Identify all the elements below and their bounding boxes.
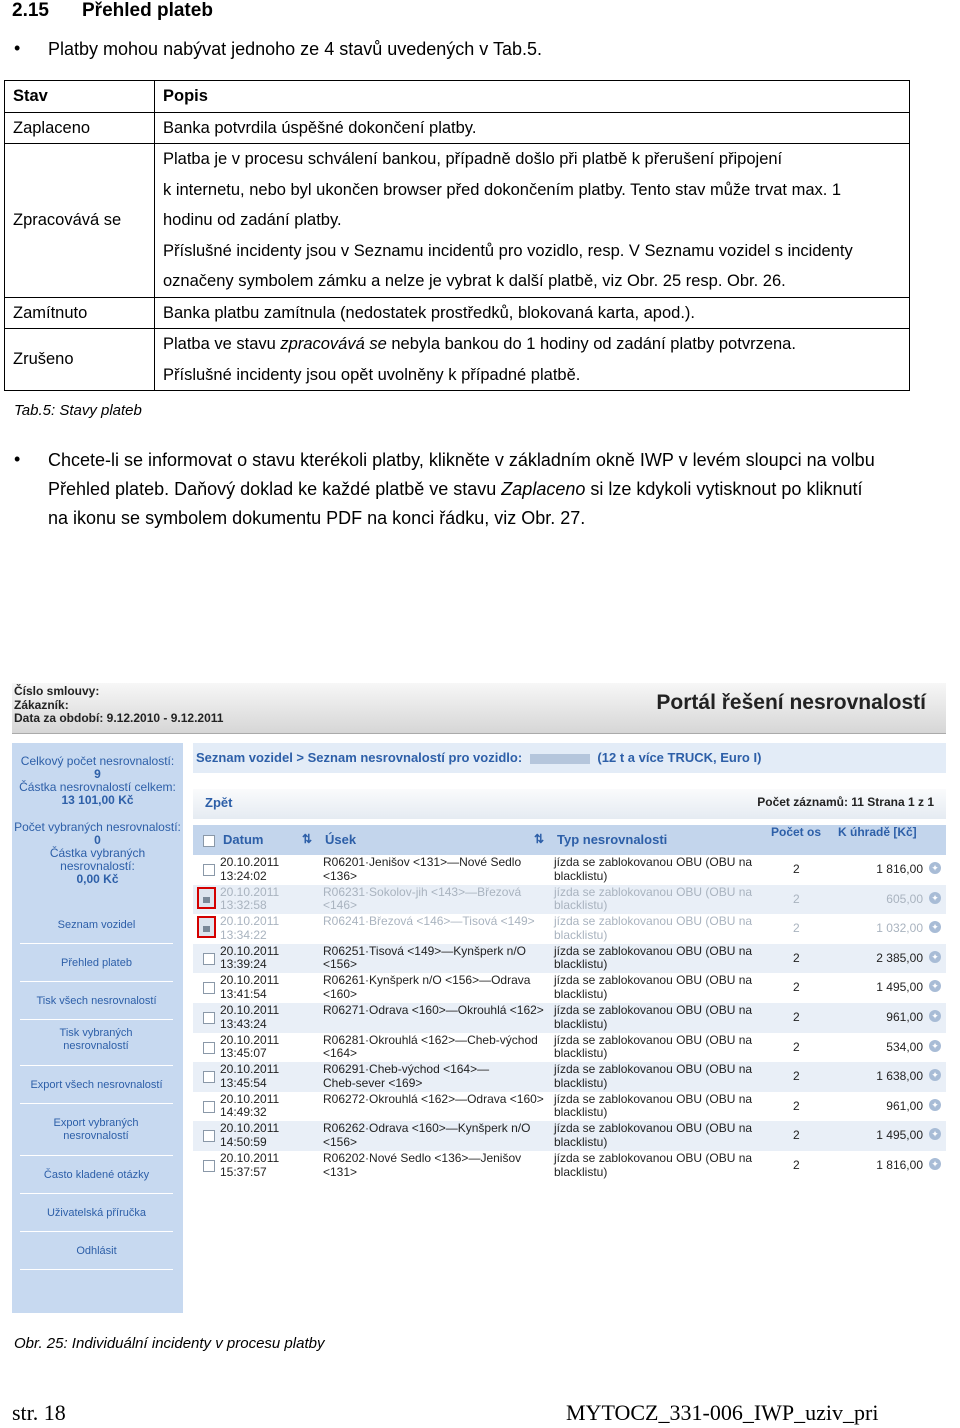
row-axles: 2 — [793, 921, 800, 936]
state-cell: Zamítnuto — [5, 297, 155, 329]
row-datetime: 20.10.2011 13:34:22 — [220, 914, 280, 942]
bullet-text-1: Platby mohou nabývat jednoho ze 4 stavů uvedených v Tab.5. — [48, 39, 542, 59]
sidebar-item-payments[interactable]: Přehled plateb — [61, 957, 132, 969]
row-type: jízda se zablokovanou OBU (OBU na blacklistu) — [554, 914, 753, 942]
row-datetime: 20.10.2011 14:49:32 — [220, 1091, 280, 1120]
column-section[interactable]: Úsek — [325, 832, 357, 847]
row-amount: 1 816,00 — [876, 1158, 923, 1172]
row-section: R06231·Sokolov-jih <143>—Březová <146> — [323, 884, 522, 913]
row-type: jízda se zablokovanou OBU (OBU na blacklistu) — [554, 1091, 753, 1120]
row-type: jízda se zablokovanou OBU (OBU na blacklistu) — [554, 943, 753, 972]
row-datetime: 20.10.2011 13:39:24 — [220, 943, 280, 972]
table-row[interactable] — [193, 944, 946, 974]
row-datetime: 20.10.2011 13:24:02 — [220, 855, 280, 883]
row-axles: 2 — [793, 1098, 800, 1113]
row-checkbox[interactable] — [203, 1130, 215, 1142]
bullet-text-2: Chcete-li se informovat o stavu kterékoli platby, klikněte v základním okně IWP v levém sloupci na volbu Přehled plateb. Daňový doklad ke každé platbě ve stavu Zaplaceno si lze kdykoli vytisknout po kliknutí na ikonu se symbolem dokumentu PDF na konci řádku, viz Obr. 27. — [48, 450, 875, 528]
table-row[interactable] — [193, 855, 946, 885]
row-action-icon[interactable]: ✦ — [929, 1099, 941, 1111]
row-amount: 1 816,00 — [876, 862, 923, 876]
row-axles: 2 — [793, 1128, 800, 1143]
row-axles: 2 — [793, 1069, 800, 1084]
row-datetime: 20.10.2011 13:45:07 — [220, 1032, 280, 1061]
table-row — [5, 297, 910, 329]
row-action-icon[interactable]: ✦ — [929, 1010, 941, 1022]
column-axles[interactable]: Počet os — [771, 825, 822, 839]
row-type: jízda se zablokovanou OBU (OBU na blacklistu) — [554, 855, 753, 883]
state-cell: Zaplaceno — [5, 112, 155, 144]
row-action-icon[interactable]: ✦ — [929, 1128, 941, 1140]
sort-icon[interactable]: ⇅ — [534, 832, 545, 846]
row-action-icon[interactable]: ✦ — [929, 862, 941, 874]
row-datetime: 20.10.2011 13:43:24 — [220, 1003, 280, 1031]
table-row[interactable] — [193, 1151, 946, 1181]
row-amount: 961,00 — [886, 1010, 923, 1024]
table-caption: Tab.5: Stavy plateb — [14, 402, 142, 419]
table-row — [5, 112, 910, 144]
back-button[interactable]: Zpět — [205, 795, 233, 810]
table-row — [5, 329, 910, 391]
table-row[interactable] — [193, 1121, 946, 1151]
sort-icon[interactable]: ⇅ — [302, 832, 313, 846]
row-type: jízda se zablokovanou OBU (OBU na blacklistu) — [554, 884, 753, 913]
select-all-checkbox[interactable] — [203, 835, 215, 847]
state-cell: Zpracovává se — [5, 144, 155, 298]
table-row[interactable] — [193, 1033, 946, 1063]
row-datetime: 20.10.2011 13:41:54 — [220, 973, 280, 1001]
main-panel — [193, 743, 946, 1183]
row-action-icon[interactable]: ✦ — [929, 1158, 941, 1170]
row-datetime: 20.10.2011 13:45:54 — [220, 1062, 280, 1090]
row-axles: 2 — [793, 1010, 800, 1024]
row-section: R06272·Okrouhlá <162>—Odrava <160> — [323, 1091, 544, 1106]
row-datetime: 20.10.2011 14:50:59 — [220, 1121, 280, 1149]
row-section: R06281·Okrouhlá <162>—Cheb-východ <164> — [323, 1032, 538, 1061]
figure-caption: Obr. 25: Individuální incidenty v procesu platby — [14, 1335, 325, 1352]
row-action-icon[interactable]: ✦ — [929, 980, 941, 992]
sidebar-item-manual[interactable]: Uživatelská příručka — [46, 1207, 147, 1219]
sidebar-item-export-selected[interactable]: Export vybraných nesrovnalostí — [53, 1117, 139, 1142]
table-header — [193, 825, 946, 855]
row-section: R06202·Nové Sedlo <136>—Jenišov <131> — [323, 1151, 522, 1179]
row-datetime: 20.10.2011 15:37:57 — [220, 1151, 280, 1179]
record-count: Počet záznamů: 11 Strana 1 z 1 — [757, 795, 934, 809]
column-type[interactable]: Typ nesrovnalosti — [557, 832, 668, 847]
row-checkbox[interactable] — [203, 1042, 215, 1054]
row-amount: 961,00 — [886, 1098, 923, 1113]
row-type: jízda se zablokovanou OBU (OBU na blacklistu) — [554, 1151, 753, 1179]
bullet-dot: • — [14, 449, 21, 469]
stats-panel: Celkový počet nesrovnalostí: 9 Částka nesrovnalostí celkem: 13 101,00 Kč Počet vybraných nesrovnalostí: 0 Částka vybraných nesrovnalostí: 0,00 Kč — [14, 754, 181, 886]
section-number: 2.15 — [12, 0, 49, 21]
bullet-dot: • — [14, 38, 21, 58]
row-section: R06262·Odrava <160>—Kynšperk n/O <156> — [323, 1121, 531, 1149]
page-number: str. 18 — [12, 1400, 66, 1425]
row-type: jízda se zablokovanou OBU (OBU na blacklistu) — [554, 1003, 753, 1031]
sidebar-item-vehicles[interactable]: Seznam vozidel — [57, 919, 136, 931]
table-row[interactable] — [193, 885, 946, 915]
row-amount: 534,00 — [886, 1039, 923, 1054]
table-row[interactable] — [193, 973, 946, 1003]
states-table — [4, 80, 910, 391]
row-axles: 2 — [793, 950, 800, 965]
contract-meta: Číslo smlouvy: Zákazník: Data za období: 9.12.2010 - 9.12.2011 — [14, 684, 224, 725]
toolbar — [193, 789, 946, 819]
description-cell: Banka potvrdila úspěšné dokončení platby. — [155, 112, 910, 144]
breadcrumb-path[interactable]: Seznam vozidel > Seznam nesrovnalostí pro vozidlo: — [196, 750, 523, 765]
row-section: R06271·Odrava <160>—Okrouhlá <162> — [323, 1003, 544, 1017]
row-amount: 1 495,00 — [876, 1128, 923, 1143]
row-checkbox[interactable] — [203, 1160, 215, 1172]
row-action-icon[interactable]: ✦ — [929, 921, 941, 933]
row-type: jízda se zablokovanou OBU (OBU na blacklistu) — [554, 1032, 753, 1061]
header-description: Popis — [155, 81, 910, 113]
row-axles: 2 — [793, 980, 800, 995]
table-row[interactable] — [193, 1062, 946, 1092]
document-id: MYTOCZ_331-006_IWP_uziv_pri — [566, 1400, 879, 1425]
row-checkbox[interactable] — [203, 1012, 215, 1024]
row-checkbox[interactable] — [203, 953, 215, 965]
row-type: jízda se zablokovanou OBU (OBU na blacklistu) — [554, 1062, 753, 1090]
sidebar-item-faq[interactable]: Často kladené otázky — [43, 1169, 150, 1181]
description-cell: Platba ve stavu zpracovává se nebyla bankou do 1 hodiny od zadání platby potvrzena. Příslušné incidenty jsou opět uvolněny k případné platbě. — [155, 329, 910, 391]
column-date[interactable]: Datum — [223, 832, 264, 847]
row-datetime: 20.10.2011 13:32:58 — [220, 884, 280, 913]
row-axles: 2 — [793, 891, 800, 906]
vehicle-plate-blur — [530, 754, 590, 764]
description-cell: Banka platbu zamítnula (nedostatek prostředků, blokovaná karta, apod.). — [155, 297, 910, 329]
row-checkbox[interactable] — [203, 982, 215, 994]
row-type: jízda se zablokovanou OBU (OBU na blacklistu) — [554, 1121, 753, 1149]
row-checkbox[interactable] — [203, 1101, 215, 1113]
breadcrumb — [193, 743, 946, 773]
row-action-icon[interactable]: ✦ — [929, 951, 941, 963]
row-checkbox[interactable] — [203, 1071, 215, 1083]
sidebar-item-print-all[interactable]: Tisk všech nesrovnalostí — [36, 995, 157, 1007]
row-checkbox[interactable] — [203, 864, 215, 876]
table-row — [5, 144, 910, 298]
row-section: R06241·Březová <146>—Tisová <149> — [323, 914, 535, 929]
row-section: R06201·Jenišov <131>—Nové Sedlo <136> — [323, 855, 522, 883]
row-amount: 1 032,00 — [876, 921, 923, 936]
row-amount: 605,00 — [886, 891, 923, 906]
lock-icon — [197, 916, 216, 938]
table-row[interactable] — [193, 914, 946, 944]
description-cell: Platba je v procesu schválení bankou, případně došlo při platbě k přerušení připojení k internetu, nebo byl ukončen browser před dokončením platby. Tento stav může trvat max. 1 hodinu od zadání platby. Příslušné incidenty jsou v Seznamu incidentů pro vozidlo, resp. V Seznamu vozidel s incidenty označeny symbolem zámku a nelze je vybrat k další platbě, viz Obr. 25 resp. Obr. 26. — [155, 144, 910, 298]
table-header-row — [5, 81, 910, 113]
sidebar-item-logout[interactable]: Odhlásit — [76, 1245, 117, 1257]
portal-header — [12, 683, 946, 734]
row-amount: 2 385,00 — [876, 950, 923, 965]
row-type: jízda se zablokovanou OBU (OBU na blacklistu) — [554, 973, 753, 1001]
portal-title: Portál řešení nesrovnalostí — [656, 691, 926, 714]
row-axles: 2 — [793, 862, 800, 876]
sidebar-item-print-selected[interactable]: Tisk vybraných nesrovnalostí — [59, 1027, 133, 1052]
row-action-icon[interactable]: ✦ — [929, 1069, 941, 1081]
section-title: Přehled plateb — [82, 0, 213, 21]
header-state: Stav — [5, 81, 155, 113]
row-axles: 2 — [793, 1158, 800, 1172]
row-amount: 1 495,00 — [876, 980, 923, 995]
column-amount[interactable]: K úhradě [Kč] — [838, 825, 917, 839]
row-section: R06251·Tisová <149>—Kynšperk n/O <156> — [323, 943, 526, 972]
portal-screenshot — [12, 683, 952, 1315]
row-section: R06291·Cheb-východ <164>— Cheb-sever <169> — [323, 1062, 490, 1090]
sidebar — [12, 743, 183, 1313]
row-action-icon[interactable]: ✦ — [929, 892, 941, 904]
row-section: R06261·Kynšperk n/O <156>—Odrava <160> — [323, 973, 531, 1001]
row-action-icon[interactable]: ✦ — [929, 1040, 941, 1052]
table-row[interactable] — [193, 1003, 946, 1033]
vehicle-category: (12 t a více TRUCK, Euro I) — [597, 750, 762, 765]
lock-icon — [197, 887, 216, 909]
row-amount: 1 638,00 — [876, 1069, 923, 1084]
row-axles: 2 — [793, 1039, 800, 1054]
state-cell: Zrušeno — [5, 329, 155, 391]
table-row[interactable] — [193, 1092, 946, 1122]
section-heading — [12, 0, 213, 22]
sidebar-item-export-all[interactable]: Export všech nesrovnalostí — [30, 1079, 163, 1091]
